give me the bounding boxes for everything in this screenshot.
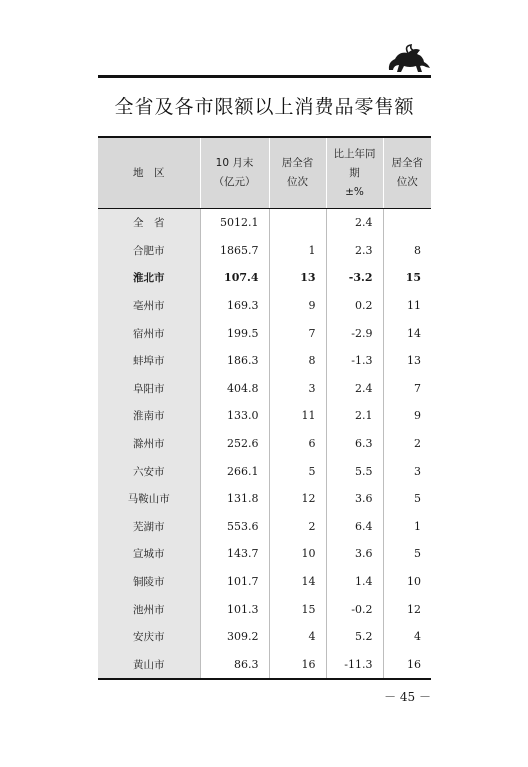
region-cell: 淮南市 (98, 402, 200, 430)
table-row (98, 457, 431, 485)
sales-rank-cell (269, 209, 326, 237)
region-cell: 阜阳市 (98, 375, 200, 403)
sales-rank-cell: 5 (269, 457, 326, 485)
table-row (98, 209, 431, 237)
growth-rank-cell (383, 209, 431, 237)
header-line: 期 (349, 166, 360, 179)
sales-value-cell: 186.3 (200, 347, 269, 375)
table-row (98, 430, 431, 458)
growth-rank-cell: 11 (383, 292, 431, 320)
header-line: 比上年同 (333, 147, 376, 160)
retail-sales-table (98, 136, 431, 680)
growth-rank-cell: 8 (383, 237, 431, 265)
sales-rank-cell: 11 (269, 402, 326, 430)
sales-rank-cell: 2 (269, 513, 326, 541)
sales-value-cell: 266.1 (200, 457, 269, 485)
sales-value-cell: 309.2 (200, 623, 269, 651)
header-line: 10 月末 (215, 157, 254, 169)
region-cell: 铜陵市 (98, 568, 200, 596)
sales-value-cell: 86.3 (200, 651, 269, 680)
growth-rank-cell: 9 (383, 402, 431, 430)
header-line: 位次 (396, 176, 418, 188)
table-body (98, 209, 431, 680)
sales-rank-cell: 6 (269, 430, 326, 458)
sales-value-cell: 199.5 (200, 319, 269, 347)
header-rule (98, 75, 431, 78)
sales-value-cell: 101.7 (200, 568, 269, 596)
header-sales-rank (269, 137, 326, 209)
region-cell: 淮北市 (98, 264, 200, 292)
growth-cell: 6.4 (326, 513, 383, 541)
header-line: （亿元） (213, 176, 256, 188)
sales-rank-cell: 4 (269, 623, 326, 651)
sales-rank-cell: 13 (269, 264, 326, 292)
region-cell: 池州市 (98, 595, 200, 623)
header-line: 位次 (287, 176, 308, 188)
growth-rank-cell: 5 (383, 485, 431, 513)
growth-cell: -0.2 (326, 595, 383, 623)
sales-rank-cell: 14 (269, 568, 326, 596)
table-row (98, 402, 431, 430)
table-row (98, 292, 431, 320)
growth-rank-cell: 14 (383, 319, 431, 347)
growth-cell: -2.9 (326, 319, 383, 347)
header-sales-value (200, 137, 269, 209)
growth-rank-cell: 2 (383, 430, 431, 458)
header-growth-rank (383, 137, 431, 209)
header-region (98, 137, 200, 209)
growth-cell: 6.3 (326, 430, 383, 458)
sales-rank-cell: 12 (269, 485, 326, 513)
growth-cell: 2.1 (326, 402, 383, 430)
growth-rank-cell: 5 (383, 540, 431, 568)
sales-value-cell: 553.6 (200, 513, 269, 541)
table-row (98, 595, 431, 623)
sales-value-cell: 143.7 (200, 540, 269, 568)
table-row (98, 540, 431, 568)
growth-rank-cell: 4 (383, 623, 431, 651)
growth-cell: 3.6 (326, 485, 383, 513)
page-number: － 45 － (384, 690, 431, 704)
sales-rank-cell: 7 (269, 319, 326, 347)
region-cell: 马鞍山市 (98, 485, 200, 513)
table-row (98, 651, 431, 680)
region-cell: 宿州市 (98, 319, 200, 347)
growth-rank-cell: 10 (383, 568, 431, 596)
sales-value-cell: 169.3 (200, 292, 269, 320)
sales-value-cell: 5012.1 (200, 209, 269, 237)
table-row (98, 347, 431, 375)
growth-cell: -3.2 (326, 264, 383, 292)
sales-value-cell: 107.4 (200, 264, 269, 292)
growth-rank-cell: 7 (383, 375, 431, 403)
table-row (98, 237, 431, 265)
sales-rank-cell: 9 (269, 292, 326, 320)
table-row (98, 568, 431, 596)
region-cell: 六安市 (98, 457, 200, 485)
sales-value-cell: 131.8 (200, 485, 269, 513)
region-cell: 安庆市 (98, 623, 200, 651)
growth-rank-cell: 15 (383, 264, 431, 292)
horse-emblem-icon (386, 44, 432, 75)
growth-cell: 2.4 (326, 375, 383, 403)
growth-cell: 0.2 (326, 292, 383, 320)
region-cell: 宣城市 (98, 540, 200, 568)
table-row (98, 375, 431, 403)
growth-rank-cell: 1 (383, 513, 431, 541)
header-line: ±% (345, 185, 364, 198)
growth-cell: -1.3 (326, 347, 383, 375)
sales-rank-cell: 15 (269, 595, 326, 623)
region-cell: 黄山市 (98, 651, 200, 680)
page-title: 全省及各市限额以上消费品零售额 (114, 96, 415, 118)
header-line: 居全省 (391, 157, 423, 169)
table-row (98, 623, 431, 651)
sales-rank-cell: 3 (269, 375, 326, 403)
sales-rank-cell: 10 (269, 540, 326, 568)
header-line: 地 区 (133, 166, 165, 179)
table-header-row (98, 137, 431, 209)
sales-rank-cell: 1 (269, 237, 326, 265)
region-cell: 全 省 (98, 209, 200, 237)
sales-rank-cell: 16 (269, 651, 326, 680)
region-cell: 滁州市 (98, 430, 200, 458)
region-cell: 亳州市 (98, 292, 200, 320)
table-row (98, 319, 431, 347)
header-growth (326, 137, 383, 209)
growth-cell: 3.6 (326, 540, 383, 568)
sales-value-cell: 404.8 (200, 375, 269, 403)
growth-cell: 5.2 (326, 623, 383, 651)
region-cell: 芜湖市 (98, 513, 200, 541)
growth-rank-cell: 13 (383, 347, 431, 375)
growth-cell: 2.4 (326, 209, 383, 237)
region-cell: 蚌埠市 (98, 347, 200, 375)
growth-rank-cell: 12 (383, 595, 431, 623)
header-line: 居全省 (281, 157, 314, 169)
growth-rank-cell: 16 (383, 651, 431, 680)
growth-cell: -11.3 (326, 651, 383, 680)
growth-cell: 2.3 (326, 237, 383, 265)
growth-cell: 5.5 (326, 457, 383, 485)
sales-value-cell: 133.0 (200, 402, 269, 430)
growth-cell: 1.4 (326, 568, 383, 596)
sales-rank-cell: 8 (269, 347, 326, 375)
sales-value-cell: 101.3 (200, 595, 269, 623)
table-row (98, 264, 431, 292)
table-row (98, 513, 431, 541)
region-cell: 合肥市 (98, 237, 200, 265)
table-row (98, 485, 431, 513)
growth-rank-cell: 3 (383, 457, 431, 485)
sales-value-cell: 252.6 (200, 430, 269, 458)
sales-value-cell: 1865.7 (200, 237, 269, 265)
